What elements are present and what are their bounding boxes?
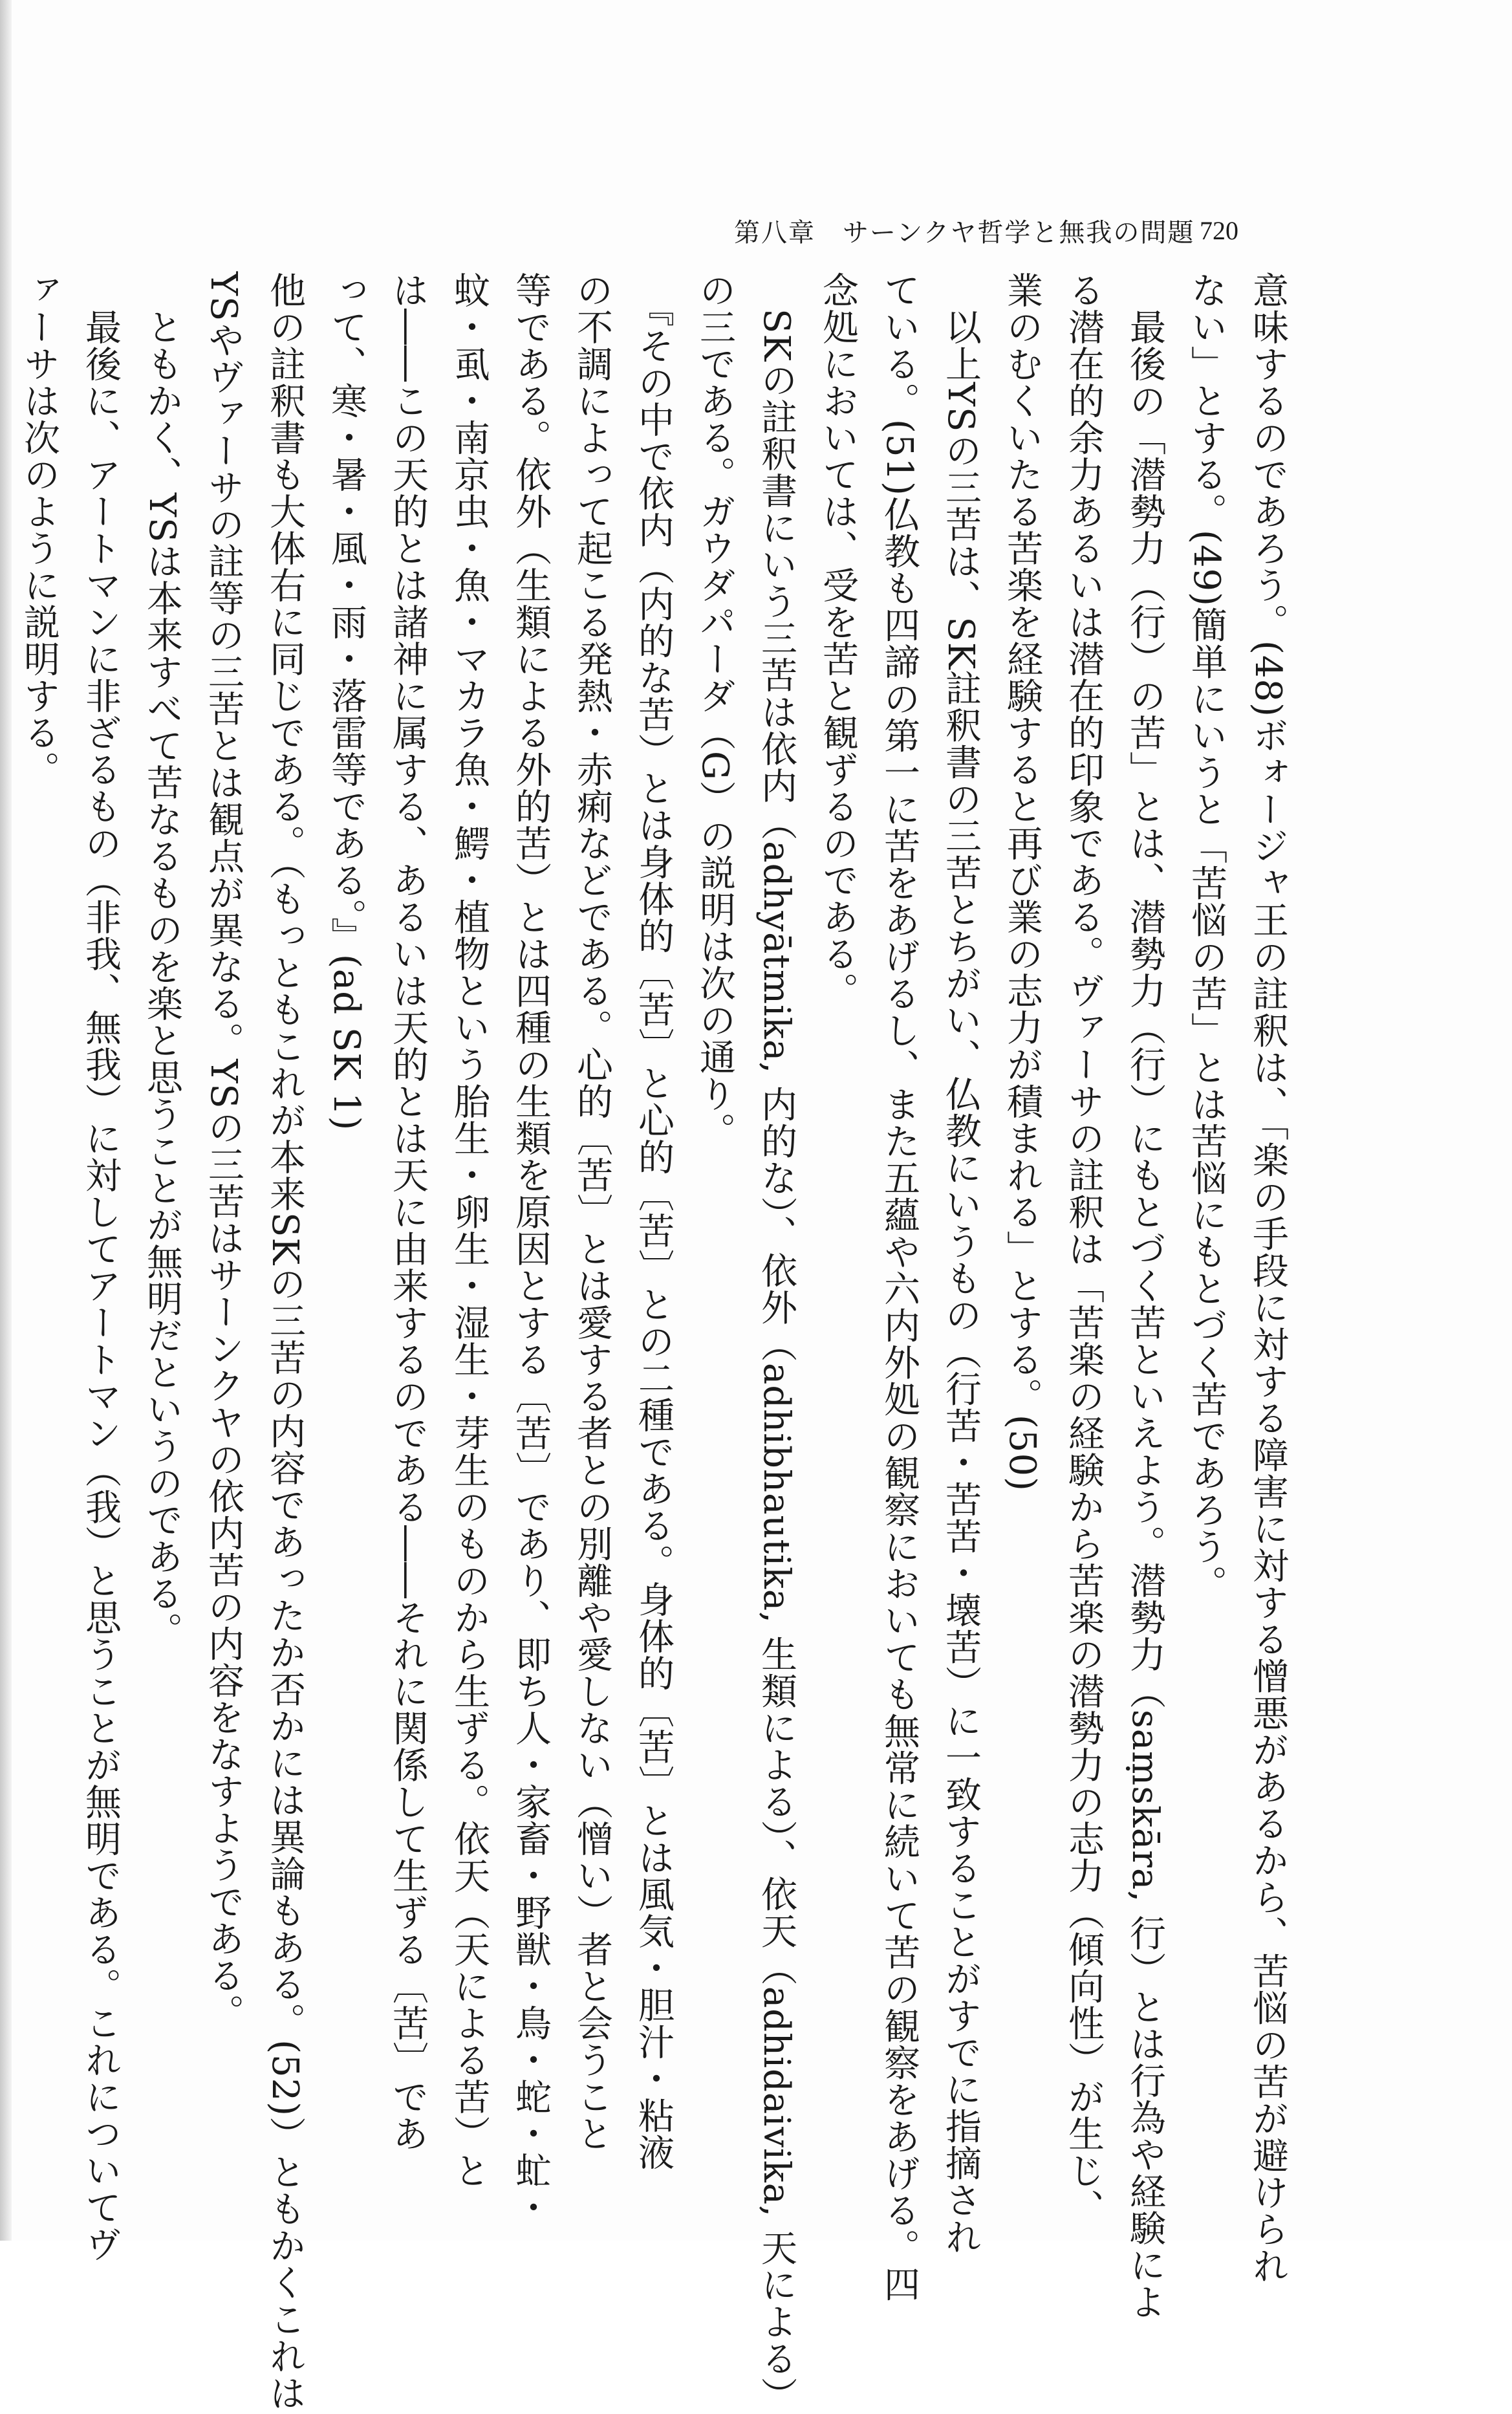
chapter-title: 第八章 サーンクヤ哲学と無我の問題	[734, 217, 1195, 248]
text-line-15: は――この天的とは諸神に属する、あるいは天的とは天に由来するのである――それに関係して生ずる〔苦〕であ	[387, 272, 429, 2152]
text-line-21: ァーサは次のように説明する。	[18, 272, 60, 788]
text-line-11: 『その中で依内（内的な苦）とは身体的〔苦〕と心的〔苦〕との二種である。身体的〔苦〕とは風気・胆汁・粘液	[632, 272, 675, 2171]
text-line-7: ている。(51)仏教も四諦の第一に苦をあげるし、また五蘊や六内外処の観察においても無常に続いて苦の観察をあげる。四	[878, 272, 920, 2303]
text-line-22	[0, 272, 8, 2109]
text-line-13: 等である。依外（生類による外的苦）とは四種の生類を原因とする〔苦〕であり、即ち人・家畜・野獣・鳥・蛇・虻・	[510, 272, 552, 2226]
text-line-8: 念処においては、受を苦と観ずるのである。	[817, 272, 859, 1009]
page-number: 720	[1200, 215, 1238, 245]
text-line-2: ない」とする。(49)簡単にいうと「苦悩の苦」とは苦悩にもとづく苦であろう。	[1185, 272, 1227, 1602]
text-line-12: の不調によって起こる発熱・赤痢などである。心的〔苦〕とは愛する者との別離や愛しない（憎い）者と会うこと	[571, 272, 613, 2152]
text-line-17: 他の註釈書も大体右に同じである。（もっともこれが本来SKの三苦の内容であったか否かには異論もある。(52)）ともかくこれは	[264, 272, 306, 2412]
text-line-20: 最後に、アートマンに非ざるもの（非我、無我）に対してアートマン（我）と思うことが無明である。これについてヴ	[80, 272, 122, 2263]
text-line-9: SKの註釈書にいう三苦は依内（adhyātmika, 内的な）、依外（adhibhautika, 生類による）、依天（adhidaivika, 天による）	[755, 272, 797, 2414]
text-line-10: の三である。ガウダパーダ（G）の説明は次の通り。	[694, 272, 736, 1149]
text-line-1: 意味するのであろう。(48)ボォージャ王の註釈は、「楽の手段に対する障害に対する憎悪があるから、苦悩の苦が避けられ	[1247, 272, 1289, 2285]
running-head	[734, 211, 1238, 250]
text-line-14: 蚊・虱・南京虫・魚・マカラ魚・鰐・植物という胎生・卵生・湿生・芽生のものから生ずる。依天（天による苦）と	[448, 272, 490, 2189]
text-line-16: って、寒・暑・風・雨・落雷等である。』(ad SK 1)	[325, 272, 367, 1131]
text-line-3: 最後の「潜勢力（行）の苦」とは、潜勢力（行）にもとづく苦といえよう。潜勢力（saṃskāra, 行）とは行為や経験によ	[1124, 272, 1166, 2321]
text-line-4: る潜在的余力あるいは潜在的印象である。ヴァーサの註釈は「苦楽の経験から苦楽の潜勢力の志力（傾向性）が生じ、	[1063, 272, 1105, 2226]
text-line-5: 業のむくいたる苦楽を経験すると再び業の志力が積まれる」とする。(50)	[1001, 272, 1043, 1492]
vertical-body-text	[0, 272, 1299, 2414]
text-line-18: YSやヴァーサの註等の三苦とは観点が異なる。YSの三苦はサーンクヤの依内苦の内容をなすようである。	[202, 272, 244, 2031]
text-line-19: ともかく、YSは本来すべて苦なるものを楽と思うことが無明だというのである。	[141, 272, 183, 1649]
text-line-6: 以上YSの三苦は、SK註釈書の三苦とちがい、仏教にいうもの（行苦・苦苦・壊苦）に一致することがすでに指摘され	[940, 272, 982, 2256]
